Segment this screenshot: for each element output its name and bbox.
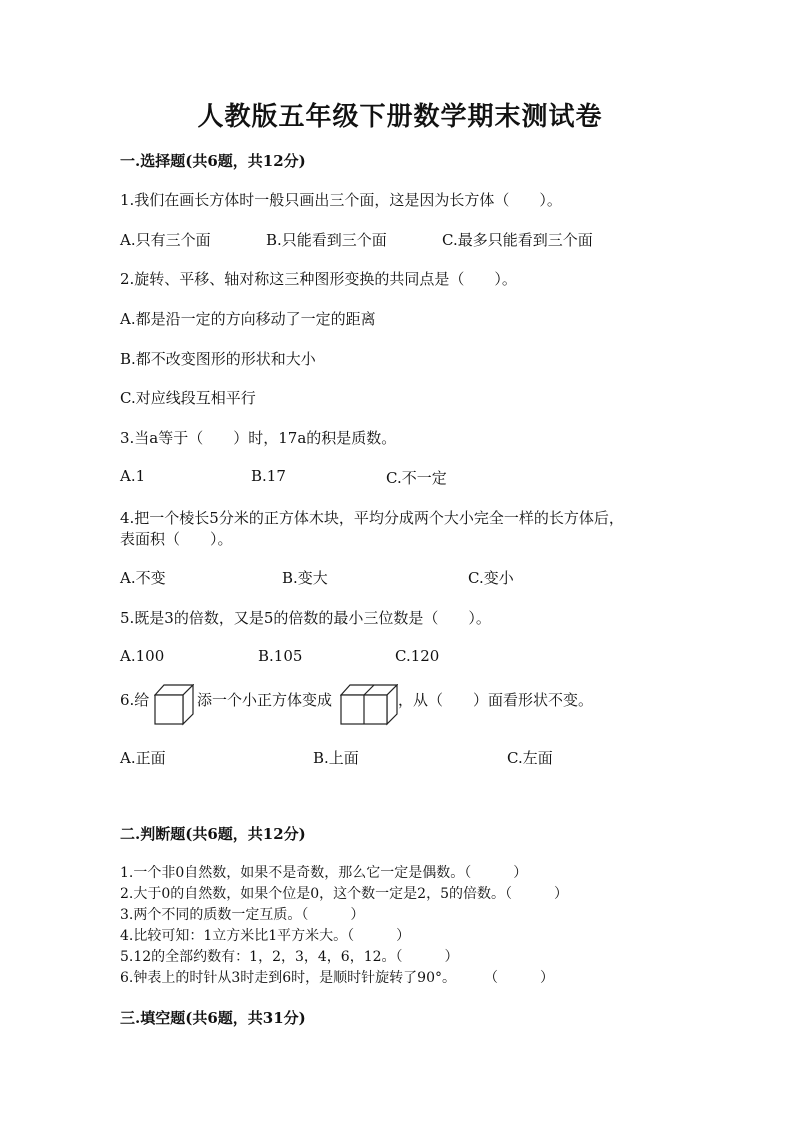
judgement-item: 3.两个不同的质数一定互质。（ ） bbox=[120, 907, 365, 923]
judgement-item: 4.比较可知：1立方米比1平方米大。（ ） bbox=[120, 928, 411, 944]
question-3: 3.当a等于（ ）时，17a的积是质数。 bbox=[120, 429, 397, 447]
question-6-part1: 6.给 bbox=[120, 691, 150, 709]
section-header-fill-blank: 三.填空题(共6题，共31分) bbox=[120, 1009, 306, 1027]
page-title: 人教版五年级下册数学期末测试卷 bbox=[197, 102, 603, 132]
q3-option-a: A.1 bbox=[120, 467, 146, 485]
question-2: 2.旋转、平移、轴对称这三种图形变换的共同点是（ ）。 bbox=[120, 270, 517, 288]
q2-option-c: C.对应线段互相平行 bbox=[120, 389, 256, 407]
section-header-choice: 一.选择题(共6题，共12分) bbox=[120, 152, 306, 170]
question-4-line1: 4.把一个棱长5分米的正方体木块，平均分成两个大小完全一样的长方体后， bbox=[120, 509, 624, 527]
question-6-part3: ，从（ ）面看形状不变。 bbox=[398, 691, 594, 709]
q1-option-c: C.最多只能看到三个面 bbox=[442, 231, 593, 249]
q6-option-a: A.正面 bbox=[120, 749, 166, 767]
q6-option-c: C.左面 bbox=[507, 749, 553, 767]
q4-option-b: B.变大 bbox=[282, 569, 328, 587]
judgement-item: 2.大于0的自然数，如果个位是0，这个数一定是2，5的倍数。（ ） bbox=[120, 886, 568, 902]
q5-option-c: C.120 bbox=[395, 647, 440, 665]
question-6-part2: 添一个小正方体变成 bbox=[197, 691, 333, 709]
single-cube-figure bbox=[154, 684, 194, 726]
q2-option-b: B.都不改变图形的形状和大小 bbox=[120, 350, 316, 368]
q4-option-a: A.不变 bbox=[120, 569, 166, 587]
question-4-line2: 表面积（ ）。 bbox=[120, 530, 233, 548]
question-1: 1.我们在画长方体时一般只画出三个面，这是因为长方体（ ）。 bbox=[120, 191, 562, 209]
q4-option-c: C.变小 bbox=[468, 569, 514, 587]
q3-option-b: B.17 bbox=[251, 467, 286, 485]
question-5: 5.既是3的倍数，又是5的倍数的最小三位数是（ ）。 bbox=[120, 609, 491, 627]
q5-option-b: B.105 bbox=[258, 647, 303, 665]
q1-option-b: B.只能看到三个面 bbox=[266, 231, 387, 249]
q5-option-a: A.100 bbox=[120, 647, 165, 665]
q2-option-a: A.都是沿一定的方向移动了一定的距离 bbox=[120, 310, 376, 328]
judgement-item: 6.钟表上的时针从3时走到6时，是顺时针旋转了90°。 （ ） bbox=[120, 970, 554, 986]
double-cube-figure bbox=[340, 684, 398, 726]
q1-option-a: A.只有三个面 bbox=[120, 231, 211, 249]
section-header-judgement: 二.判断题(共6题，共12分) bbox=[120, 825, 306, 843]
q3-option-c: C.不一定 bbox=[386, 469, 447, 487]
q6-option-b: B.上面 bbox=[313, 749, 359, 767]
judgement-item: 5.12的全部约数有：1，2，3，4，6，12。（ ） bbox=[120, 949, 459, 965]
judgement-item: 1.一个非0自然数，如果不是奇数，那么它一定是偶数。（ ） bbox=[120, 865, 528, 881]
